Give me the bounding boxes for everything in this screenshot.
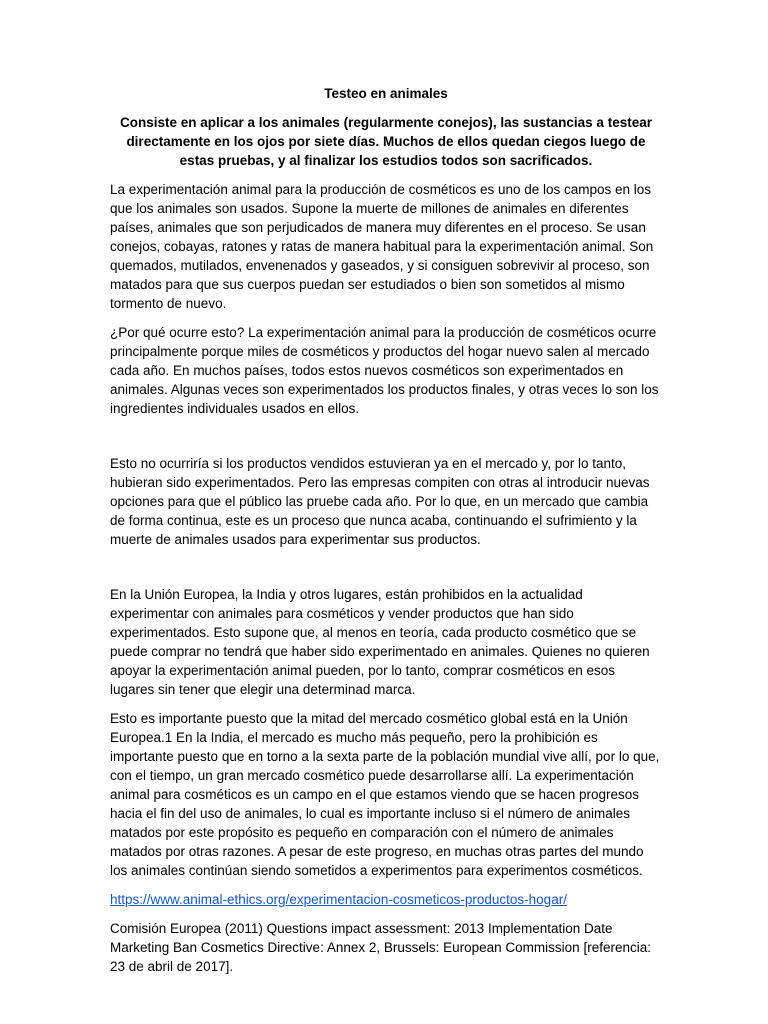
document-title: Testeo en animales	[324, 86, 448, 101]
paragraph-3: Esto no ocurriría si los productos vendidos estuvieran ya en el mercado y, por lo tanto, hubieran sido experimentados. Pero las empresas compiten con otras al introducir nuevas opciones para que el público las pruebe cada año. Por lo que, en un mercado que cambia de forma continua, este es un proceso que nunca acaba, continuando el sufrimiento y la muerte de animales usados para experimentar sus productos.	[110, 456, 650, 547]
document-subtitle: Consiste en aplicar a los animales (regularmente conejos), las sustancias a testear directamente en los ojos por siete días. Muchos de ellos quedan ciegos luego de estas pruebas, y al finalizar los estudios todos son sacrificados.	[120, 115, 652, 168]
paragraph-4: En la Unión Europea, la India y otros lugares, están prohibidos en la actualidad experimentar con animales para cosméticos y vender productos que han sido experimentados. Esto supone que, al menos en teoría, cada producto cosmético que se puede comprar no tendrá que haber sido experimentado en animales. Quienes no quieren apoyar la experimentación animal pueden, por lo tanto, comprar cosméticos en esos lugares sin tener que elegir una determinad marca.	[110, 587, 650, 697]
paragraph-5: Esto es importante puesto que la mitad del mercado cosmético global está en la Unión Europea.1 En la India, el mercado es mucho más pequeño, pero la prohibición es importante puesto que en torno a la sexta parte de la población mundial vive allí, por lo que, con el tiempo, un gran mercado cosmético puede desarrollarse allí. La experimentación animal para cosméticos es un campo en el que estamos viendo que se hacen progresos hacia el fin del uso de animales, lo cual es importante incluso si el número de animales matados por este propósito es pequeño en comparación con el número de animales matados por otras razones. A pesar de este progreso, en muchas otras partes del mundo los animales continúan siendo sometidos a experimentos para experimentos cosméticos.	[110, 711, 660, 878]
paragraph-1: La experimentación animal para la producción de cosméticos es uno de los campos en los que los animales son usados. Supone la muerte de millones de animales en diferentes países, animales que son perjudicados de manera muy diferentes en el proceso. Se usan conejos, cobayas, ratones y ratas de manera habitual para la experimentación animal. Son quemados, mutilados, envenenados y gaseados, y si consiguen sobrevivir al proceso, son matados para que sus cuerpos puedan ser estudiados o bien son sometidos al mismo tormento de nuevo.	[110, 182, 654, 311]
paragraph-2: ¿Por qué ocurre esto? La experimentación animal para la producción de cosméticos ocurre principalmente porque miles de cosméticos y productos del hogar nuevo salen al mercado cada año. En muchos países, todos estos nuevos cosméticos son experimentados en animales. Algunas veces son experimentados los productos finales, y otras veces lo son los ingredientes individuales usados en ellos.	[110, 325, 659, 416]
document-body	[110, 84, 662, 976]
source-link[interactable]: https://www.animal-ethics.org/experimentacion-cosmeticos-productos-hogar/	[110, 892, 567, 907]
reference-citation: Comisión Europea (2011) Questions impact assessment: 2013 Implementation Date Marketing Ban Cosmetics Directive: Annex 2, Brussels: European Commission [referencia: 23 de abril de 2017].	[110, 921, 651, 974]
